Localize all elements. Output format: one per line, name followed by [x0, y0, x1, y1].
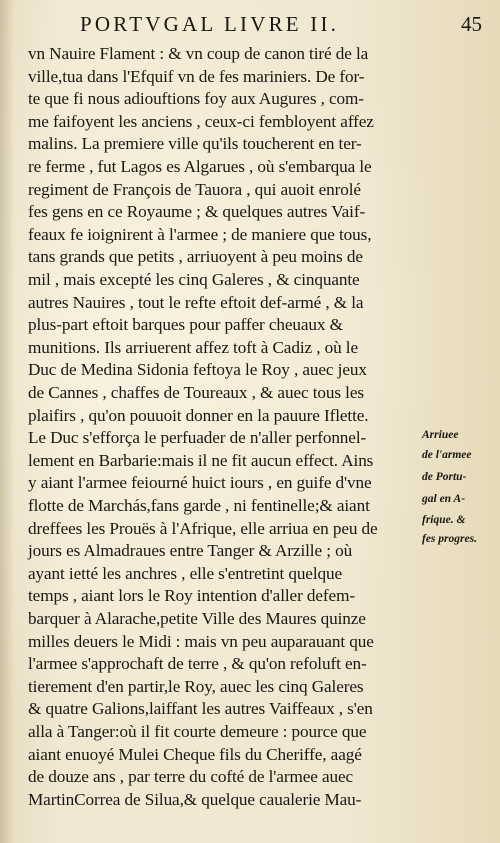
text-line: munitions. Ils arriuerent affez toft à Cadiz , où le — [28, 337, 359, 357]
text-line: tierement d'en partir,le Roy, auec les cinq Galeres — [28, 676, 364, 696]
text-line: de douze ans , par terre du cofté de l'armee auec — [28, 767, 354, 787]
text-line: flotte de Marchás,fans garde , ni fentinelle;& aiant — [28, 496, 370, 515]
text-line: regiment de François de Tauora , qui auoit enrolé — [28, 179, 361, 199]
text-line: plaifirs , qu'on pouuoit donner en la pauure Iflette. — [28, 405, 369, 425]
text-line: vn Nauire Flament : & vn coup de canon tiré de la — [28, 44, 369, 63]
margin-note-line: de l'armee — [422, 449, 472, 461]
text-line: tans grands que petits , arriuoyent à peu moins de — [28, 247, 363, 267]
text-line: Duc de Medina Sidonia feftoya le Roy , auec jeux — [28, 360, 367, 380]
text-line: dreffees les Prouës à l'Afrique, elle arriua en peu de — [28, 518, 378, 538]
text-line: & quatre Galions,laiffant les autres Vaiffeaux , s'en — [28, 699, 373, 719]
text-line: fes gens en ce Royaume ; & quelques autres Vaif- — [28, 202, 366, 222]
text-line: temps , aiant lors le Roy intention d'aller defem- — [28, 586, 355, 606]
text-line: mil , mais excepté les cinq Galeres , & cinquante — [28, 270, 360, 289]
text-line: autres Nauires , tout le refte eftoit def-armé , & la — [28, 292, 364, 312]
page-number: 45 — [461, 12, 482, 36]
text-line: ayant ietté les anchres , elle s'entretint quelque — [28, 563, 343, 583]
running-head — [0, 6, 500, 36]
text-line: Le Duc s'efforça le perfuader de n'aller perfonnel- — [28, 428, 367, 448]
text-line: y aiant l'armee feiourné huict iours , en guife d'vne — [28, 473, 372, 493]
text-line: de Cannes , chaffes de Toureaux , & auec tous les — [28, 383, 364, 402]
text-line: plus-part eftoit barques pour paffer cheuaux & — [28, 315, 343, 335]
running-title: PORTVGAL LIVRE II. — [80, 12, 340, 36]
margin-note-line: gal en A- — [422, 493, 466, 505]
bottom-margin — [0, 790, 500, 843]
margin-note-line: frique. & — [422, 514, 466, 526]
text-line: milles deuers le Midi : mais vn peu auparauant que — [28, 631, 374, 651]
text-line: te que fi nous adiouftions foy aux Augures , com- — [28, 89, 364, 109]
text-line: jours es Almadraues entre Tanger & Arzille ; où — [28, 541, 353, 561]
text-line: me faifoyent les anciens , ceux-ci fembloyent affez — [28, 111, 374, 131]
text-line: ville,tua dans l'Efquif vn de fes mariniers. De for- — [28, 66, 365, 86]
text-line: MartinCorrea de Silua,& quelque caualerie Mau- — [28, 789, 362, 809]
margin-note-line: de Portu- — [422, 471, 467, 483]
text-line: aiant enuoyé Mulei Cheque fils du Cheriffe, aagé — [28, 744, 362, 764]
text-line: feaux fe ioignirent à l'armee ; de maniere que tous, — [28, 224, 372, 244]
margin-note-line: Arriuee — [422, 429, 459, 441]
text-line: re ferme , fut Lagos es Algarues , où s'embarqua le — [28, 157, 372, 176]
margin-note-line: fes progres. — [422, 533, 477, 545]
text-line: barquer à Alarache,petite Ville des Maures quinze — [28, 609, 366, 628]
text-line: l'armee s'approchaft de terre , & qu'on refoluft en- — [28, 654, 367, 674]
page-gutter-shadow — [0, 0, 14, 843]
text-line: malins. La premiere ville qu'ils toucherent en ter- — [28, 134, 362, 154]
text-line: alla à Tanger:où il fit courte demeure : pource que — [28, 722, 367, 741]
text-line: lement en Barbarie:mais il ne fit aucun effect. Ains — [28, 450, 374, 470]
